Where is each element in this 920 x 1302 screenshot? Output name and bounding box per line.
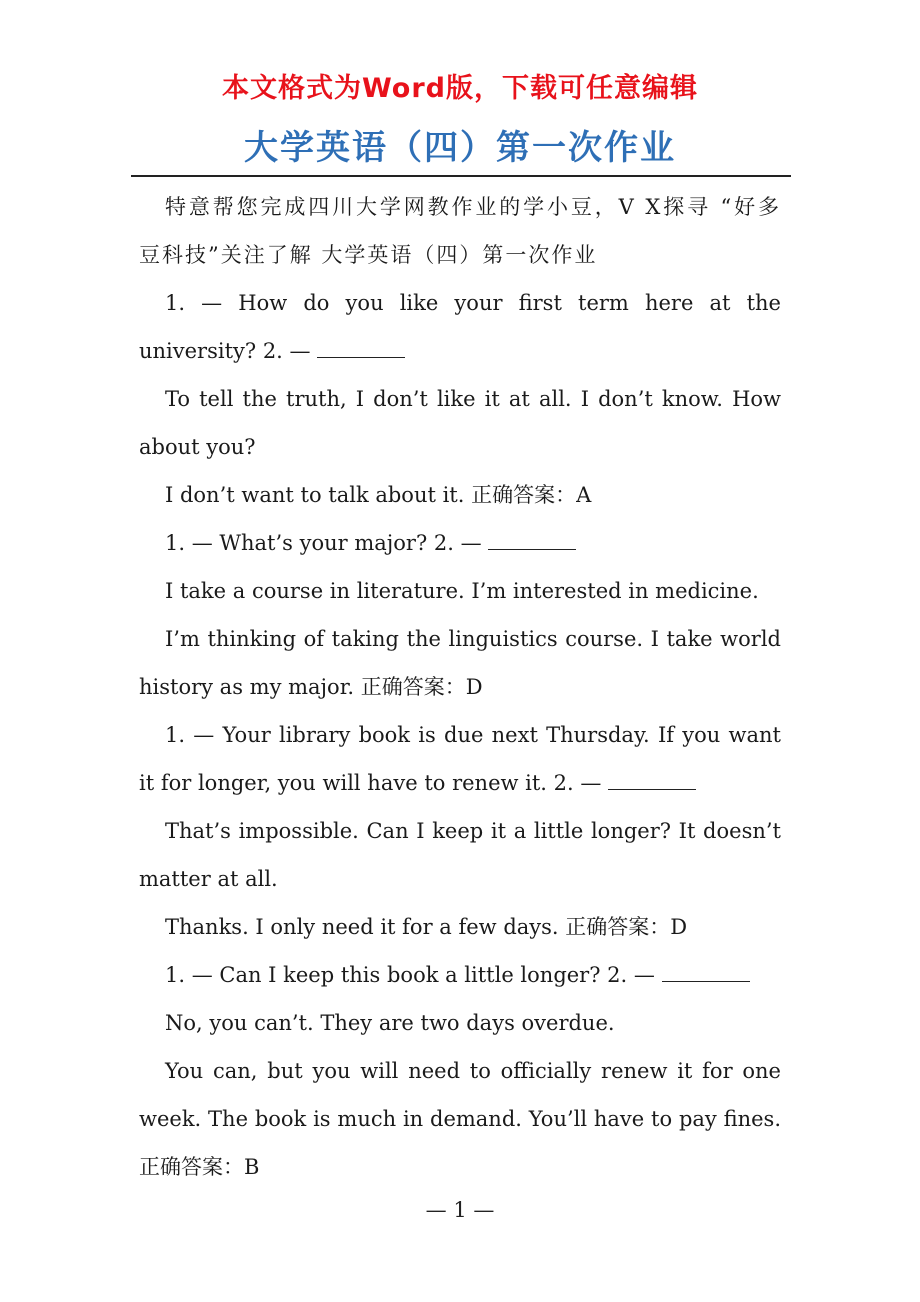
answer-option-text [139, 567, 781, 615]
question-prompt [139, 279, 781, 375]
paragraph-text: 1. — Can I keep this book a little longer? 2. — [165, 963, 662, 987]
page-number: — 1 — [425, 1198, 495, 1222]
answer-blank [317, 339, 405, 358]
question-prompt [139, 711, 781, 807]
answer-option-text [139, 615, 781, 711]
paragraph-text: Thanks. I only need it for a few days. 正确答案：D [165, 915, 688, 939]
paragraph-text: I take a course in literature. I’m interested in medicine. [165, 579, 759, 603]
answer-blank [608, 771, 696, 790]
answer-blank [488, 531, 576, 550]
paragraph-text: I’m thinking of taking the linguistics course. I take world history as my major. 正确答案：D [139, 627, 781, 699]
intro-paragraph: 特意帮您完成四川大学网教作业的学小豆，V X探寻 “好多豆科技”关注了解 大学英语（四）第一次作业 [139, 195, 781, 267]
title-divider [131, 175, 791, 177]
paragraph-text: You can, but you will need to officially renew it for one week. The book is much in demand. You’ll have to pay fines. 正确答案：B [139, 1059, 781, 1179]
paragraph-text: I don’t want to talk about it. 正确答案：A [165, 483, 592, 507]
answer-option-text [139, 903, 781, 951]
answer-option-text [139, 471, 781, 519]
document-title: 大学英语（四）第一次作业 [244, 128, 676, 168]
paragraph-text: 1. — Your library book is due next Thursday. If you want it for longer, you will have to renew it. 2. — [139, 723, 781, 795]
answer-option-text [139, 807, 781, 903]
answer-option-text [139, 375, 781, 471]
paragraph-text: To tell the truth, I don’t like it at all. I don’t know. How about you? [139, 387, 781, 459]
answer-blank [662, 963, 750, 982]
document-body [139, 183, 781, 1191]
paragraph-text: No, you can’t. They are two days overdue. [165, 1011, 615, 1035]
format-banner: 本文格式为Word版，下载可任意编辑 [221, 73, 698, 104]
paragraph-text: That’s impossible. Can I keep it a little longer? It doesn’t matter at all. [139, 819, 781, 891]
answer-option-text [139, 999, 781, 1047]
paragraph-text: 1. — How do you like your first term here at the university? 2. — [139, 291, 781, 363]
paragraph-text: 1. — What’s your major? 2. — [165, 531, 489, 555]
question-list [139, 279, 781, 1191]
question-prompt [139, 951, 781, 999]
question-prompt [139, 519, 781, 567]
answer-option-text [139, 1047, 781, 1191]
